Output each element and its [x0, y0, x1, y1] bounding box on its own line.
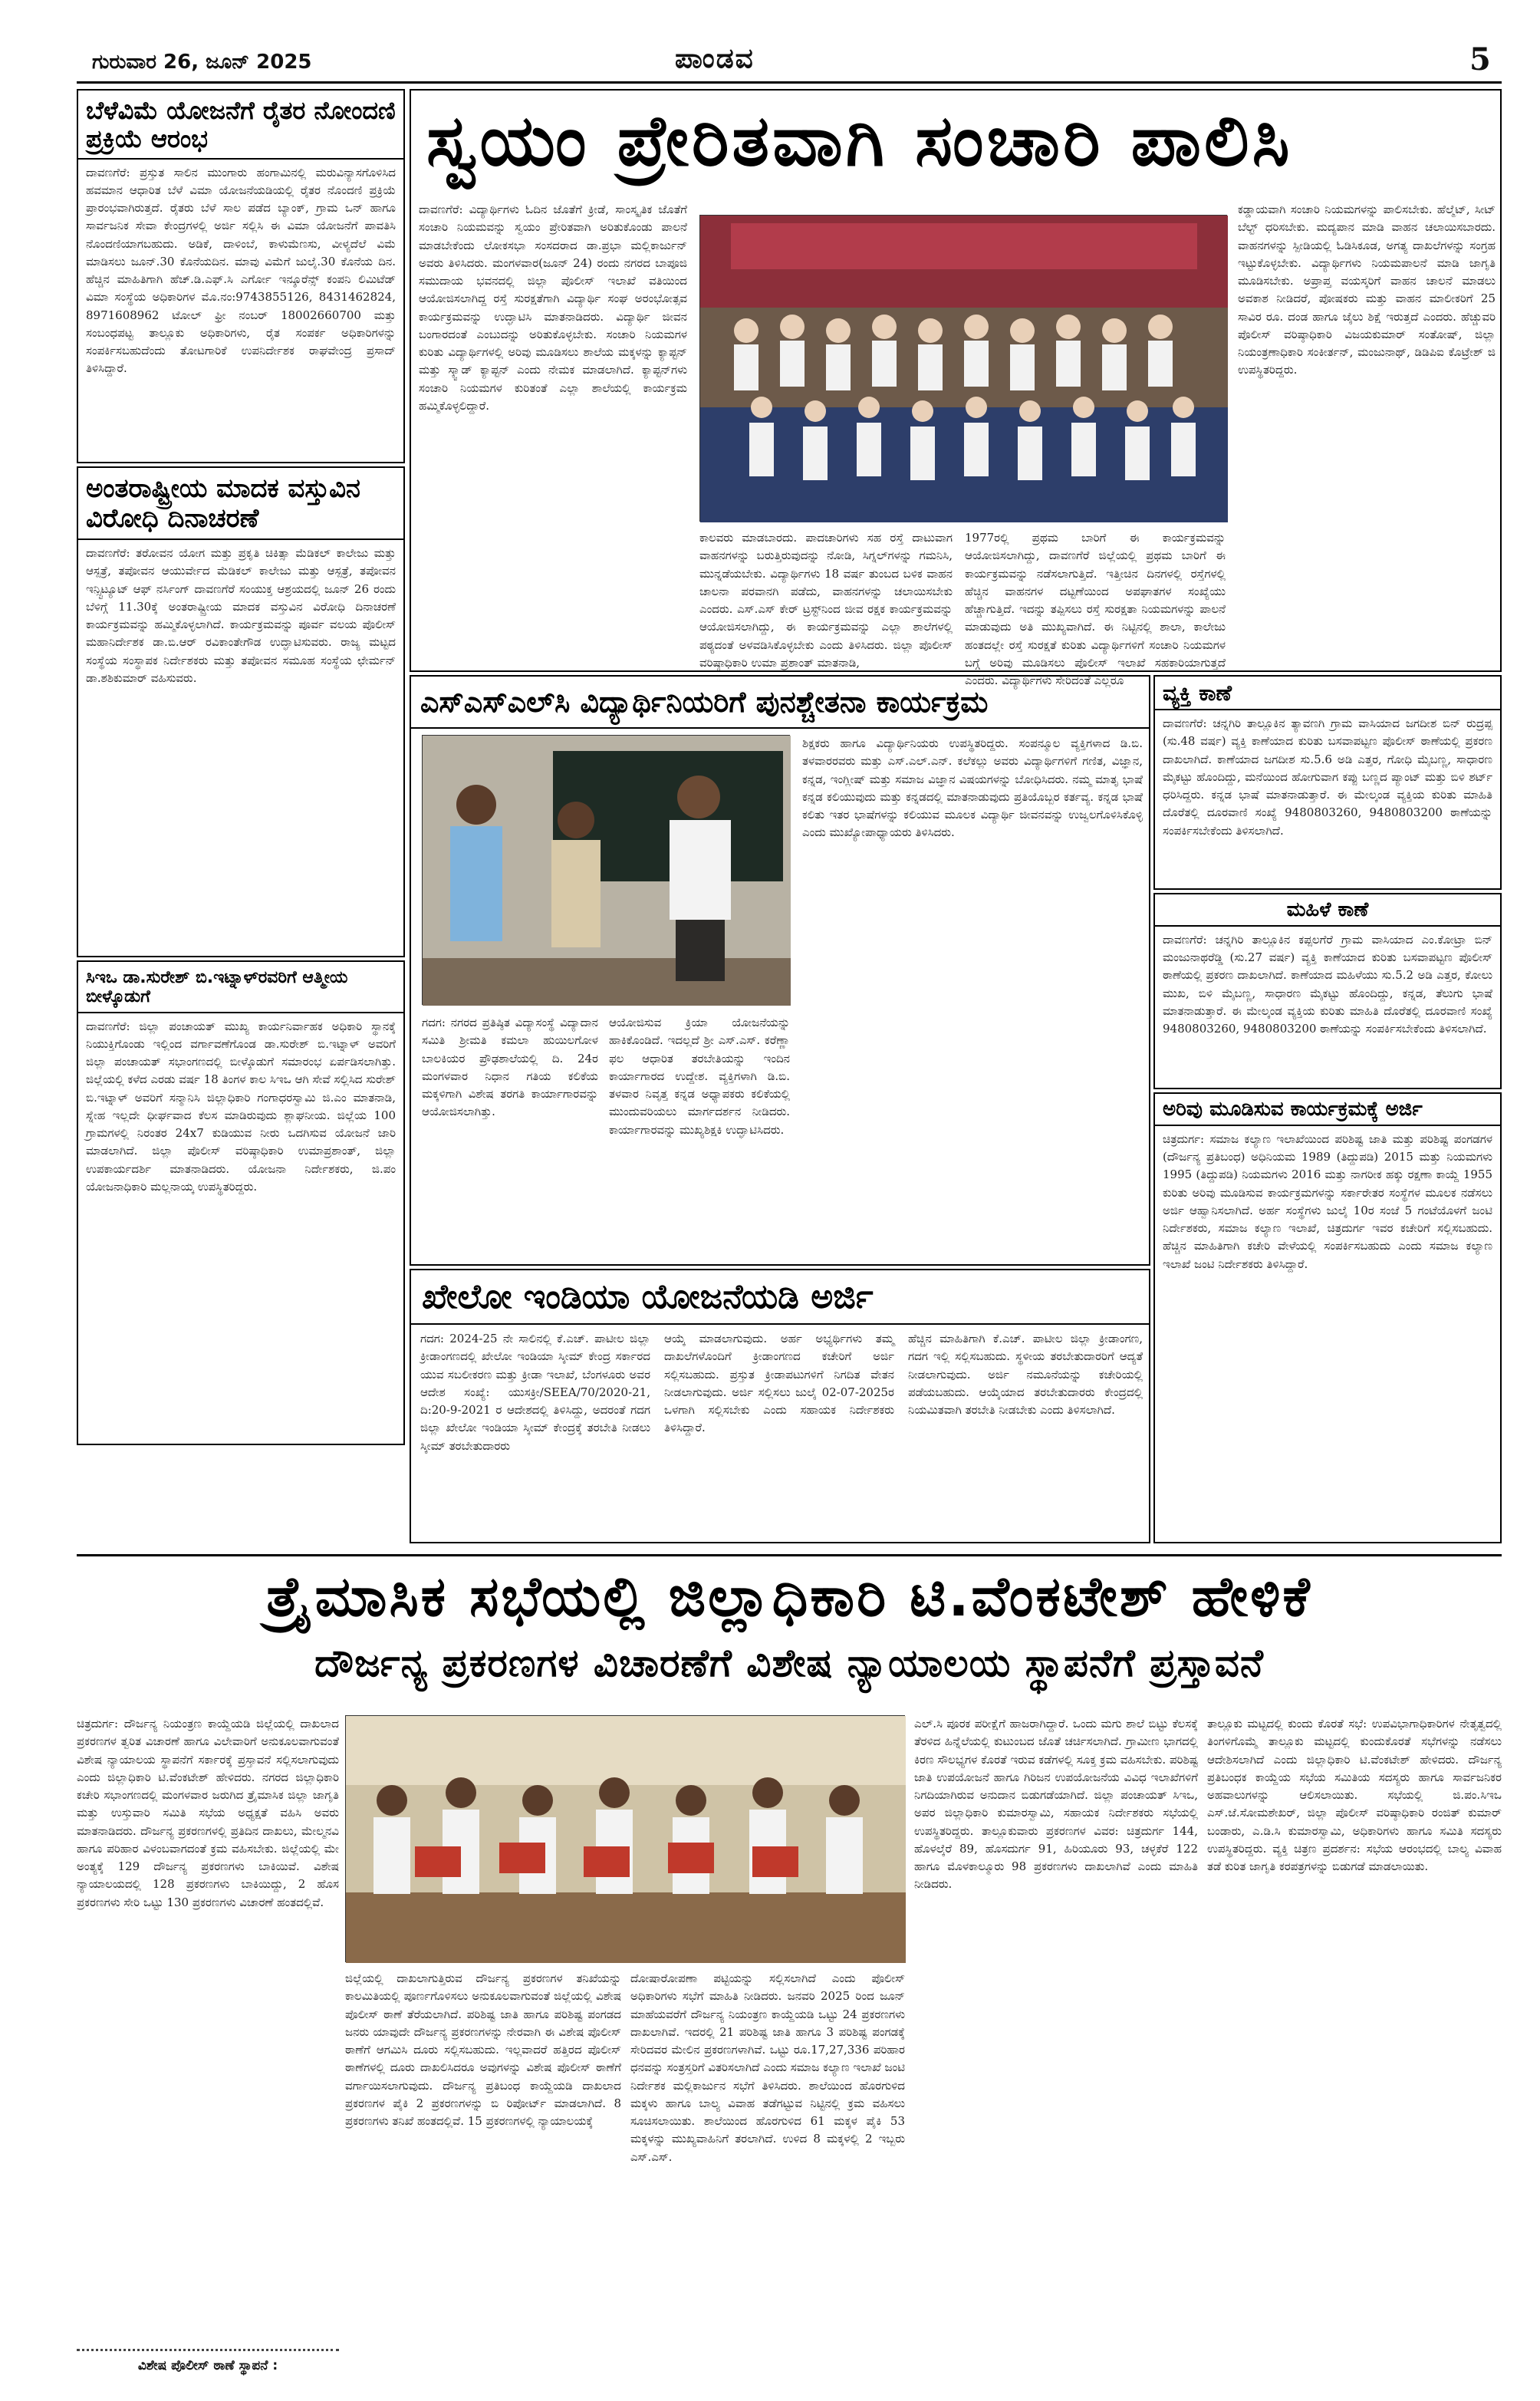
traffic-event-photo [699, 215, 1227, 522]
khelo-col-1: ಗದಗ: 2024-25 ನೇ ಸಾಲಿನಲ್ಲಿ ಕೆ.ಎಚ್. ಪಾಟೀಲ ಜಿಲ್ಲಾ ಕ್ರೀಡಾಂಗಣದಲ್ಲಿ ಖೇಲೋ ಇಂಡಿಯಾ ಸ್ಕೀಮ್ ಕೇಂದ್ರ ಸರ್ಕಾರದ ಯುವ ಸಬಲೀಕರಣ ಮತ್ತು ಕ್ರೀಡಾ ಇಲಾಖೆ, ಬೆಂಗಳೂರು ಅವರ ಆದೇಶ ಸಂಖ್ಯೆ: ಯುಸಕ್ರೀ/SEEA/70/2020-21, ದಿ:20-9-2021 ರ ಆದೇಶದಲ್ಲಿ ತಿಳಿಸಿದ್ದು, ಅದರಂತೆ ಗದಗ ಜಿಲ್ಲಾ ಖೇಲೋ ಇಂಡಿಯಾ ಸ್ಕೀಮ್ ಕೇಂದ್ರಕ್ಕೆ ತರಬೇತಿ ನೀಡಲು ಸ್ಕೀಮ್ ತರಬೇತುದಾರರು [420, 1332, 650, 1453]
meeting-col-5: ತಾಲ್ಲೂಕು ಮಟ್ಟದಲ್ಲಿ ಕುಂದು ಕೊರತೆ ಸಭೆ: ಉಪವಿಭಾಗಾಧಿಕಾರಿಗಳ ನೇತೃತ್ವದಲ್ಲಿ ತಿಂಗಳಿಗೊಮ್ಮೆ ತಾಲ್ಲೂಕು ಮಟ್ಟದಲ್ಲಿ ಕುಂದುಕೊರತೆ ಸಭೆಗಳನ್ನು ನಡೆಸಲು ಆದೇಶಿಸಲಾಗಿದೆ ಎಂದು ಜಿಲ್ಲಾಧಿಕಾರಿ ಟಿ.ವೆಂಕಟೇಶ್ ಹೇಳಿದರು. ದೌರ್ಜನ್ಯ ಪ್ರತಿಬಂಧಕ ಕಾಯ್ದೆಯ ಸಭೆಯ ಸಮಿತಿಯ ಸದಸ್ಯರು ಹಾಗೂ ಸಾರ್ವಜನಿಕರ ಅಹವಾಲುಗಳನ್ನು ಆಲಿಸಲಾಯಿತು. ಸಭೆಯಲ್ಲಿ ಜಿ.ಪಂ.ಸಿಇಒ ಎಸ್.ಜೆ.ಸೋಮಶೇಖರ್, ಜಿಲ್ಲಾ ಪೊಲೀಸ್ ವರಿಷ್ಠಾಧಿಕಾರಿ ರಂಜಿತ್ ಕುಮಾರ್ ಬಂಡಾರು, ಎ.ಡಿ.ಸಿ ಕುಮಾರಸ್ವಾಮಿ, ಅಧಿಕಾರಿಗಳು ಹಾಗೂ ಸಮಿತಿ ಸದಸ್ಯರು ಉಪಸ್ಥಿತರಿದ್ದರು. ವ್ಯಕ್ತಿ ಚಿತ್ರಣ ಪ್ರದರ್ಶನ: ಸಭೆಯ ಆರಂಭದಲ್ಲಿ ಬಾಲ್ಯ ವಿವಾಹ ತಡೆ ಕುರಿತ ಜಾಗೃತಿ ಕರಪತ್ರಗಳನ್ನು ಬಿಡುಗಡೆ ಮಾಡಲಾಯಿತು. [1207, 1717, 1502, 1873]
missing-woman-notice [1153, 893, 1502, 1089]
body-ceo-farewell: ದಾವಣಗೆರೆ: ಜಿಲ್ಲಾ ಪಂಚಾಯತ್ ಮುಖ್ಯ ಕಾರ್ಯನಿರ್ವಾಹಕ ಅಧಿಕಾರಿ ಸ್ಥಾನಕ್ಕೆ ನಿಯುಕ್ತಿಗೊಂಡು ಇಲ್ಲಿಂದ ವರ್ಗಾವಣೆಗೊಂಡ ಡಾ.ಸುರೇಶ್ ಬಿ.ಇಟ್ನಾಳ್ ಅವರಿಗೆ ಜಿಲ್ಲಾ ಪಂಚಾಯತ್ ಸಭಾಂಗಣದಲ್ಲಿ ಬೀಳ್ಕೊಡುಗೆ ಸಮಾರಂಭ ಏರ್ಪಡಿಸಲಾಗಿತ್ತು. ಜಿಲ್ಲೆಯಲ್ಲಿ ಕಳೆದ ಎರಡು ವರ್ಷ 18 ತಿಂಗಳ ಕಾಲ ಸಿಇಒ ಆಗಿ ಸೇವೆ ಸಲ್ಲಿಸಿದ ಸುರೇಶ್ ಬಿ.ಇಟ್ನಾಳ್ ಅವರಿಗೆ ಸನ್ಮಾನಿಸಿ ಜಿಲ್ಲಾಧಿಕಾರಿ ಗಂಗಾಧರಸ್ವಾಮಿ ಜಿ.ಎಂ ಮಾತನಾಡಿ, ಸ್ನೇಹ ಇಲ್ಲದೇ ಧೀರ್ಘವಾದ ಕೆಲಸ ಮಾಡಿರುವುದು ಶ್ಲಾಘನೀಯ. ಜಿಲ್ಲೆಯ 100 ಗ್ರಾಮಗಳಲ್ಲಿ ನಿರಂತರ 24x7 ಕುಡಿಯುವ ನೀರು ಒದಗಿಸುವ ಯೋಜನೆ ಜಾರಿ ಮಾಡಲಾಗಿದೆ. ಜಿಲ್ಲಾ ಪೊಲೀಸ್ ವರಿಷ್ಠಾಧಿಕಾರಿ ಉಮಾಪ್ರಶಾಂತ್, ಜಿಲ್ಲಾ ಉಪಕಾರ್ಯದರ್ಶಿ ಮಾತನಾಡಿದರು. ಯೋಜನಾ ನಿರ್ದೇಶಕರು, ಜಿ.ಪಂ ಯೋಜನಾಧಿಕಾರಿ ಮಲ್ಲನಾಯ್ಕ ಉಪಸ್ಥಿತರಿದ್ದರು. [86, 1019, 396, 1194]
bottom-story-rule [77, 1554, 1502, 1556]
masthead [0, 0, 1540, 84]
issue-date: ಗುರುವಾರ 26, ಜೂನ್ 2025 [92, 51, 312, 74]
headline-khelo-india: ಖೇಲೋ ಇಂಡಿಯಾ ಯೋಜನೆಯಡಿ ಅರ್ಜಿ [411, 1270, 1149, 1325]
khelo-col-3: ಹೆಚ್ಚಿನ ಮಾಹಿತಿಗಾಗಿ ಕೆ.ಎಚ್. ಪಾಟೀಲ ಜಿಲ್ಲಾ ಕ್ರೀಡಾಂಗಣ, ಗದಗ ಇಲ್ಲಿ ಸಲ್ಲಿಸಬಹುದು. ಸ್ಥಳೀಯ ತರಬೇತುದಾರರಿಗೆ ಆದ್ಯತೆ ನೀಡಲಾಗುವುದು. ಅರ್ಜಿ ನಮೂನೆಯನ್ನು ಕಚೇರಿಯಲ್ಲಿ ಪಡೆಯಬಹುದು. ಆಯ್ಕೆಯಾದ ತರಬೇತುದಾರರು ಕೇಂದ್ರದಲ್ಲಿ ನಿಯಮಿತವಾಗಿ ತರಬೇತಿ ನೀಡಬೇಕು ಎಂದು ತಿಳಿಸಲಾಗಿದೆ. [908, 1332, 1143, 1417]
left-story-crop-insurance [77, 89, 405, 463]
traffic-col-3: 1977ರಲ್ಲಿ ಪ್ರಥಮ ಬಾರಿಗೆ ಈ ಕಾರ್ಯಕ್ರಮವನ್ನು ಆಯೋಜಿಸಲಾಗಿದ್ದು, ದಾವಣಗೆರೆ ಜಿಲ್ಲೆಯಲ್ಲಿ ಪ್ರಥಮ ಬಾರಿಗೆ ಈ ಕಾರ್ಯಕ್ರಮವನ್ನು ನಡೆಸಲಾಗುತ್ತಿದೆ. ಇತ್ತೀಚಿನ ದಿನಗಳಲ್ಲಿ ರಸ್ತೆಗಳಲ್ಲಿ ಹೆಚ್ಚಿನ ವಾಹನಗಳ ದಟ್ಟಣೆಯಿಂದ ಅಪಘಾತಗಳ ಸಂಖ್ಯೆಯು ಹೆಚ್ಚಾಗುತ್ತಿದೆ. ಇದನ್ನು ತಪ್ಪಿಸಲು ರಸ್ತೆ ಸುರಕ್ಷತಾ ನಿಯಮಗಳನ್ನು ಪಾಲನೆ ಮಾಡುವುದು ಅತಿ ಮುಖ್ಯವಾಗಿದೆ. ಈ ನಿಟ್ಟಿನಲ್ಲಿ ಶಾಲಾ, ಕಾಲೇಜು ಹಂತದಲ್ಲೇ ರಸ್ತೆ ಸುರಕ್ಷತೆ ಕುರಿತು ವಿದ್ಯಾರ್ಥಿಗಳಿಗೆ ಸಂಚಾರಿ ನಿಯಮಗಳ ಬಗ್ಗೆ ಅರಿವು ಮೂಡಿಸಲು ಪೊಲೀಸ್ ಇಲಾಖೆ ಸಹಕಾರಿಯಾಗುತ್ತದೆ ಎಂದರು. ವಿದ್ಯಾರ್ಥಿಗಳು ಸೇರಿದಂತೆ ಎಲ್ಲರೂ [965, 531, 1226, 687]
headline-sslc: ಎಸ್‌ಎಸ್‌ಎಲ್‌ಸಿ ವಿದ್ಯಾರ್ಥಿನಿಯರಿಗೆ ಪುನಶ್ಚೇತನಾ ಕಾರ್ಯಕ್ರಮ [411, 677, 1149, 729]
meeting-col-4: ಎಲ್.ಸಿ ಪೂರಕ ಪರೀಕ್ಷೆಗೆ ಹಾಜರಾಗಿದ್ದಾರೆ. ಒಂದು ಮಗು ಶಾಲೆ ಬಿಟ್ಟು ಕೆಲಸಕ್ಕೆ ತೆರಳಿದ ಹಿನ್ನೆಲೆಯಲ್ಲಿ ಕುಟುಂಬದ ಜೊತೆ ಚರ್ಚಿಸಲಾಗಿದೆ. ಗ್ರಾಮೀಣ ಭಾಗದಲ್ಲಿ ಕಿರಣ ಸೌಲಭ್ಯಗಳ ಕೊರತೆ ಇರುವ ಕಡೆಗಳಲ್ಲಿ ಸೂಕ್ತ ಕ್ರಮ ವಹಿಸಬೇಕು. ಪರಿಶಿಷ್ಟ ಜಾತಿ ಉಪಯೋಜನೆ ಹಾಗೂ ಗಿರಿಜನ ಉಪಯೋಜನೆಯ ವಿವಿಧ ಇಲಾಖೆಗಳಿಗೆ ನಿಗದಿಯಾಗಿರುವ ಅನುದಾನ ಬಿಡುಗಡೆಯಾಗಿದೆ. ಜಿಲ್ಲಾ ಪಂಚಾಯತ್ ಸಿಇಒ, ಅಪರ ಜಿಲ್ಲಾಧಿಕಾರಿ ಕುಮಾರಸ್ವಾಮಿ, ಸಹಾಯಕ ನಿರ್ದೇಶಕರು ಸಭೆಯಲ್ಲಿ ಉಪಸ್ಥಿತರಿದ್ದರು. ತಾಲ್ಲೂಕುವಾರು ಪ್ರಕರಣಗಳ ವಿವರ: ಚಿತ್ರದುರ್ಗ 144, ಹೊಳಲ್ಕೆರೆ 89, ಹೊಸದುರ್ಗ 91, ಹಿರಿಯೂರು 93, ಚಳ್ಳಕೆರೆ 122 ಹಾಗೂ ಮೊಳಕಾಲ್ಮೂರು 98 ಪ್ರಕರಣಗಳು ದಾಖಲಾಗಿವೆ ಎಂದು ಮಾಹಿತಿ ನೀಡಿದರು. [914, 1717, 1198, 1892]
traffic-col-2: ಕಾಲವರು ಮಾಡಬಾರದು. ಪಾದಚಾರಿಗಳು ಸಹ ರಸ್ತೆ ದಾಟುವಾಗ ವಾಹನಗಳನ್ನು ಬರುತ್ತಿರುವುದನ್ನು ನೋಡಿ, ಸಿಗ್ನಲ್‌ಗಳನ್ನು ಗಮನಿಸಿ, ಮುನ್ನಡೆಯಬೇಕು. ವಿದ್ಯಾರ್ಥಿಗಳು 18 ವರ್ಷ ತುಂಬದ ಬಳಿಕ ವಾಹನ ಚಾಲನಾ ಪರವಾನಗಿ ಪಡೆದು, ವಾಹನಗಳನ್ನು ಚಲಾಯಿಸಬೇಕು ಎಂದರು. ಎಸ್.ಎಸ್ ಕೇರ್ ಟ್ರಸ್ಟ್‌ನಿಂದ ಜೀವ ರಕ್ಷಕ ಕಾರ್ಯಕ್ರಮವನ್ನು ಆಯೋಜಿಸಲಾಗಿದ್ದು, ಈ ಕಾರ್ಯಕ್ರಮವನ್ನು ಎಲ್ಲಾ ಶಾಲೆಗಳಲ್ಲಿ ಪಠ್ಯದಂತೆ ಅಳವಡಿಸಿಕೊಳ್ಳಬೇಕು ಎಂದು ತಿಳಿಸಿದರು. ಜಿಲ್ಲಾ ಪೊಲೀಸ್ ವರಿಷ್ಠಾಧಿಕಾರಿ ಉಮಾ ಪ್ರಶಾಂತ್ ಮಾತನಾಡಿ, [699, 531, 953, 670]
officials-meeting-photo [346, 1716, 906, 1963]
classroom-photo [423, 736, 791, 1006]
headline-ceo-farewell: ಸಿಇಒ ಡಾ.ಸುರೇಶ್ ಬಿ.ಇಟ್ನಾಳ್‌ರವರಿಗೆ ಆತ್ಮೀಯ ಬೀಳ್ಕೊಡುಗೆ [78, 962, 403, 1013]
headline-anti-drug-day: ಅಂತರಾಷ್ಟ್ರೀಯ ಮಾದಕ ವಸ್ತುವಿನ ವಿರೋಧಿ ದಿನಾಚರಣೆ [78, 468, 403, 540]
students-group-photo [700, 216, 1228, 522]
body-missing-woman: ದಾವಣಗೆರೆ: ಚನ್ನಗಿರಿ ತಾಲ್ಲೂಕಿನ ಕಪ್ಪಲಗೆರೆ ಗ್ರಾಮ ವಾಸಿಯಾದ ಎಂ.ಕೋಟ್ರಾ ಬಿನ್ ಮಂಜುನಾಥರೆಡ್ಡಿ (ಸು.27 ವರ್ಷ) ವ್ಯಕ್ತಿ ಕಾಣೆಯಾದ ಕುರಿತು ಬಸವಾಪಟ್ಟಣ ಪೊಲೀಸ್ ಠಾಣೆಯಲ್ಲಿ ಪ್ರಕರಣ ದಾಖಲಾಗಿದೆ. ಕಾಣೆಯಾದ ಮಹಿಳೆಯು ಸು.5.2 ಅಡಿ ಎತ್ತರ, ಕೋಲು ಮುಖ, ಬಿಳಿ ಮೈಬಣ್ಣ, ಸಾಧಾರಣ ಮೈಕಟ್ಟು ಹೊಂದಿದ್ದು, ಕನ್ನಡ, ತೆಲುಗು ಭಾಷೆ ಮಾತನಾಡುತ್ತಾರೆ. ಈ ಮೇಲ್ಕಂಡ ವ್ಯಕ್ತಿಯ ಕುರಿತು ಮಾಹಿತಿ ದೊರೆತಲ್ಲಿ ದೂರವಾಣಿ ಸಂಖ್ಯೆ 9480803260, 9480803200 ಠಾಣೆಯನ್ನು ಸಂಪರ್ಕಿಸಬೇಕೆಂದು ತಿಳಿಸಲಾಗಿದೆ. [1163, 932, 1492, 1036]
left-story-ceo-farewell [77, 960, 405, 1445]
body-missing-man: ದಾವಣಗೆರೆ: ಚನ್ನಗಿರಿ ತಾಲ್ಲೂಕಿನ ತ್ಯಾವಣಗಿ ಗ್ರಾಮ ವಾಸಿಯಾದ ಜಗದೀಶ ಬಿನ್ ರುದ್ರಪ್ಪ (ಸು.48 ವರ್ಷ) ವ್ಯಕ್ತಿ ಕಾಣೆಯಾದ ಕುರಿತು ಬಸವಾಪಟ್ಟಣ ಪೊಲೀಸ್ ಠಾಣೆಯಲ್ಲಿ ಪ್ರಕರಣ ದಾಖಲಾಗಿದೆ. ಕಾಣೆಯಾದ ಜಗದೀಶ ಸು.5.6 ಅಡಿ ಎತ್ತರ, ಗೋಧಿ ಮೈಬಣ್ಣ, ಸಾಧಾರಣ ಮೈಕಟ್ಟು ಹೊಂದಿದ್ದು, ಮನೆಯಿಂದ ಹೋಗುವಾಗ ಕಪ್ಪು ಬಣ್ಣದ ಪ್ಯಾಂಟ್ ಮತ್ತು ಬಿಳಿ ಶರ್ಟ್ ಧರಿಸಿದ್ದರು. ಕನ್ನಡ ಭಾಷೆ ಮಾತನಾಡುತ್ತಾರೆ. ಈ ಮೇಲ್ಕಂಡ ವ್ಯಕ್ತಿಯ ಕುರಿತು ಮಾಹಿತಿ ದೊರೆತಲ್ಲಿ ದೂರವಾಣಿ ಸಂಖ್ಯೆ 9480803260, 9480803200 ಠಾಣೆಯನ್ನು ಸಂಪರ್ಕಿಸಬೇಕೆಂದು ತಿಳಿಸಲಾಗಿದೆ. [1163, 716, 1492, 838]
headline-quarterly-meeting: ತ್ರೈಮಾಸಿಕ ಸಭೆಯಲ್ಲಿ ಜಿಲ್ಲಾಧಿಕಾರಿ ಟಿ.ವೆಂಕಟೇಶ್ ಹೇಳಿಕೆ [266, 1564, 1312, 1629]
sslc-caption: ಗದಗ: ನಗರದ ಪ್ರತಿಷ್ಠಿತ ವಿದ್ಯಾಸಂಸ್ಥೆ ವಿದ್ಯಾದಾನ ಸಮಿತಿ ಶ್ರೀಮತಿ ಕಮಲಾ ಹುಯಿಲಗೋಳ ಬಾಲಕಿಯರ ಪ್ರೌಢಶಾಲೆಯಲ್ಲಿ ದಿ. 24ರ ಮಂಗಳವಾರ ನಿಧಾನ ಗತಿಯ ಕಲಿಕೆಯ ಮಕ್ಕಳಿಗಾಗಿ ವಿಶೇಷ ತರಗತಿ ಕಾರ್ಯಾಗಾರವನ್ನು ಆಯೋಜಿಸಲಾಗಿತ್ತು. [422, 1016, 598, 1119]
traffic-col-1: ದಾವಣಗೆರೆ: ವಿದ್ಯಾರ್ಥಿಗಳು ಓದಿನ ಜೊತೆಗೆ ಕ್ರೀಡೆ, ಸಾಂಸ್ಕೃತಿಕ ಜೊತೆಗೆ ಸಂಚಾರಿ ನಿಯಮವನ್ನು ಸ್ವಯಂ ಪ್ರೇರಿತವಾಗಿ ಅರಿತುಕೊಂಡು ಪಾಲನೆ ಮಾಡಬೇಕೆಂದು ಲೋಕಸಭಾ ಸಂಸದರಾದ ಡಾ.ಪ್ರಭಾ ಮಲ್ಲಿಕಾರ್ಜುನ್ ಅವರು ತಿಳಿಸಿದರು. ಮಂಗಳವಾರ(ಜೂನ್ 24) ರಂದು ನಗರದ ಬಾಪೂಜಿ ಸಮುದಾಯ ಭವನದಲ್ಲಿ ಜಿಲ್ಲಾ ಪೊಲೀಸ್ ಇಲಾಖೆ ವತಿಯಿಂದ ಆಯೋಜಿಸಲಾಗಿದ್ದ ರಸ್ತೆ ಸುರಕ್ಷತೆಗಾಗಿ ವಿದ್ಯಾರ್ಥಿ ಸಂಘ ಅರಂಭೋತ್ಸವ ಕಾರ್ಯಕ್ರಮವನ್ನು ಉದ್ಘಾಟಿಸಿ ಮಾತನಾಡಿದರು. ವಿದ್ಯಾರ್ಥಿ ಜೀವನ ಬಂಗಾರದಂತೆ ಎಂಬುದನ್ನು ಅರಿತುಕೊಳ್ಳಬೇಕು. ಸಂಚಾರಿ ನಿಯಮಗಳ ಕುರಿತು ವಿದ್ಯಾರ್ಥಿಗಳಲ್ಲಿ ಅರಿವು ಮೂಡಿಸಲು ಶಾಲೆಯ ಮಕ್ಕಳನ್ನು ಕ್ಯಾಪ್ಟನ್ ಮತ್ತು ಸ್ಕ್ವಾಡ್ ಕ್ಯಾಪ್ಟನ್ ಎಂದು ನೇಮಕ ಮಾಡಲಾಗಿದೆ. ಕ್ಯಾಪ್ಟನ್‌ಗಳು ಸಂಚಾರಿ ನಿಯಮಗಳ ಕುರಿತಂತೆ ಎಲ್ಲಾ ಶಾಲೆಯಲ್ಲಿ ಕಾರ್ಯಕ್ರಮ ಹಮ್ಮಿಕೊಳ್ಳಲಿದ್ದಾರೆ. [419, 203, 687, 413]
missing-man-notice [1153, 675, 1502, 890]
masthead-rule [77, 81, 1502, 84]
meeting-photo [345, 1715, 905, 1962]
left-story-anti-drug-day [77, 466, 405, 957]
sslc-right-column: ಶಿಕ್ಷಕರು ಹಾಗೂ ವಿದ್ಯಾರ್ಥಿನಿಯರು ಉಪಸ್ಥಿತರಿದ್ದರು. ಸಂಪನ್ಮೂಲ ವ್ಯಕ್ತಿಗಳಾದ ಡಿ.ಬಿ. ತಳವಾರರವರು ಮತ್ತು ಎಸ್.ಎಲ್.ಎನ್. ಕಲೆಕಲ್ಲು ಅವರು ವಿದ್ಯಾರ್ಥಿಗಳಿಗೆ ಗಣಿತ, ವಿಜ್ಞಾನ, ಕನ್ನಡ, ಇಂಗ್ಲೀಷ್ ಮತ್ತು ಸಮಾಜ ವಿಜ್ಞಾನ ವಿಷಯಗಳನ್ನು ಬೋಧಿಸಿದರು. ನಮ್ಮ ಮಾತೃ ಭಾಷೆ ಕನ್ನಡ ಕಲಿಯುವುದು ಮತ್ತು ಕನ್ನಡದಲ್ಲಿ ಮಾತನಾಡುವುದು ಪ್ರತಿಯೊಬ್ಬರ ಕರ್ತವ್ಯ. ಕನ್ನಡ ಭಾಷೆ ಕಲಿತು ಇತರ ಭಾಷೆಗಳನ್ನು ಕಲಿಯುವ ಮೂಲಕ ವಿದ್ಯಾರ್ಥಿ ಜೀವನವನ್ನು ಉಜ್ವಲಗೊಳಿಸಿಕೊಳ್ಳಿ ಎಂದು ಮುಖ್ಯೋಪಾಧ್ಯಾಯರು ತಿಳಿಸಿದರು. [802, 736, 1143, 840]
footer-dotted-rule [77, 2349, 339, 2351]
body-crop-insurance: ದಾವಣಗೆರೆ: ಪ್ರಸ್ತುತ ಸಾಲಿನ ಮುಂಗಾರು ಹಂಗಾಮಿನಲ್ಲಿ ಮರುವಿನ್ಯಾಸಗೊಳಿಸಿದ ಹವಮಾನ ಆಧಾರಿತ ಬೆಳೆ ವಿಮಾ ಯೋಜನೆಯಡಿಯಲ್ಲಿ ರೈತರ ನೊಂದಣಿ ಪ್ರಕ್ರಿಯೆ ಪ್ರಾರಂಭವಾಗಿರುತ್ತದೆ. ರೈತರು ಬೆಳೆ ಸಾಲ ಪಡೆದ ಬ್ಯಾಂಕ್, ಗ್ರಾಮ ಒನ್ ಹಾಗೂ ಸಾರ್ವಜನಿಕ ಸೇವಾ ಕೇಂದ್ರಗಳಲ್ಲಿ ಅರ್ಜಿ ಸಲ್ಲಿಸಿ ಈ ವಿಮಾ ಯೋಜನೆಗೆ ಪಾವತಿಸಿ ನೊಂದಣಿಯಾಗಬಹುದು. ಅಡಿಕೆ, ದಾಳಿಂಬೆ, ಕಾಳುಮೆಣಸು, ವೀಳ್ಯದೆಲೆ ವಿಮೆ ಮಾಡಿಸಲು ಜೂನ್.30 ಕೊನೆಯದಿನ. ಮಾವು ವಿಮೆಗೆ ಜುಲೈ.30 ಕೊನೆಯ ದಿನ. ಹೆಚ್ಚಿನ ಮಾಹಿತಿಗಾಗಿ ಹೆಚ್.ಡಿ.ಎಫ್.ಸಿ ಎರ್ಗೋ ಇನ್ಶೂರೆನ್ಸ್ ಕಂಪನಿ ಲಿಮಿಟೆಡ್ ವಿಮಾ ಸಂಸ್ಥೆಯ ಅಧಿಕಾರಿಗಳ ಮೊ.ನಂ:9743855126, 8431462824, 8971608962 ಟೋಲ್ ಫ್ರೀ ನಂಬರ್ 18002660700 ಮತ್ತು ಸಂಬಂಧಪಟ್ಟ ತಾಲ್ಲೂಕು ಅಧಿಕಾರಿಗಳು, ರೈತ ಸಂಪರ್ಕ ಅಧಿಕಾರಿಗಳನ್ನು ಸಂಪರ್ಕಿಸಬಹುದೆಂದು ತೋಟಗಾರಿಕೆ ಉಪನಿರ್ದೇಶಕ ರಾಘವೇಂದ್ರ ಪ್ರಸಾದ್ ತಿಳಿಸಿದ್ದಾರೆ. [86, 165, 396, 376]
traffic-col-4: ಕಡ್ಡಾಯವಾಗಿ ಸಂಚಾರಿ ನಿಯಮಗಳನ್ನು ಪಾಲಿಸಬೇಕು. ಹೆಲ್ಮೆಟ್, ಸೀಟ್ ಬೆಲ್ಟ್ ಧರಿಸಬೇಕು. ಮದ್ಯಪಾನ ಮಾಡಿ ವಾಹನ ಚಲಾಯಿಸಬಾರದು. ವಾಹನಗಳನ್ನು ಸ್ಪೀಡಿಯಲ್ಲಿ ಓಡಿಸಿಕೂಡ, ಅಗತ್ಯ ದಾಖಲೆಗಳನ್ನು ಸಂಗ್ರಹ ಇಟ್ಟುಕೊಳ್ಳಬೇಕು. ವಿದ್ಯಾರ್ಥಿಗಳು ನಿಯಮಪಾಲನೆ ಮಾಡಿ ಜಾಗೃತಿ ಮೂಡಿಸಬೇಕು. ಅಪ್ರಾಪ್ತ ವಯಸ್ಕರಿಗೆ ವಾಹನ ಚಾಲನೆ ಮಾಡಲು ಅವಕಾಶ ನೀಡಿದರೆ, ಪೋಷಕರು ಮತ್ತು ವಾಹನ ಮಾಲೀಕರಿಗೆ 25 ಸಾವಿರ ರೂ. ದಂಡ ಹಾಗೂ ಜೈಲು ಶಿಕ್ಷೆ ಇರುತ್ತದೆ ಎಂದರು. ಹೆಚ್ಚುವರಿ ಪೊಲೀಸ್ ವರಿಷ್ಠಾಧಿಕಾರಿ ವಿಜಯಕುಮಾರ್ ಸಂತೋಷ್, ಜಿಲ್ಲಾ ನಿಯಂತ್ರಣಾಧಿಕಾರಿ ಸಂಕೀರ್ತನ್, ಮಂಜುನಾಥ್, ಡಿಡಿಪಿಐ ಕೊಟ್ರೇಶ್ ಜಿ ಉಪಸ್ಥಿತರಿದ್ದರು. [1238, 203, 1496, 377]
body-awareness: ಚಿತ್ರದುರ್ಗ: ಸಮಾಜ ಕಲ್ಯಾಣ ಇಲಾಖೆಯಿಂದ ಪರಿಶಿಷ್ಟ ಜಾತಿ ಮತ್ತು ಪರಿಶಿಷ್ಟ ಪಂಗಡಗಳ (ದೌರ್ಜನ್ಯ ಪ್ರತಿಬಂಧ) ಅಧಿನಿಯಮ 1989 (ತಿದ್ದುಪಡಿ) 2015 ಮತ್ತು ನಿಯಮಗಳು 1995 (ತಿದ್ದುಪಡಿ) ನಿಯಮಗಳು 2016 ಮತ್ತು ನಾಗರೀಕ ಹಕ್ಕು ರಕ್ಷಣಾ ಕಾಯ್ದೆ 1955 ಕುರಿತು ಅರಿವು ಮೂಡಿಸುವ ಕಾರ್ಯಕ್ರಮಗಳನ್ನು ಸರ್ಕಾರೇತರ ಸಂಸ್ಥೆಗಳ ಮೂಲಕ ನಡೆಸಲು ಅರ್ಜಿ ಆಹ್ವಾನಿಸಲಾಗಿದೆ. ಅರ್ಹ ಸಂಸ್ಥೆಗಳು ಜುಲೈ 10ರ ಸಂಜೆ 5 ಗಂಟೆಯೊಳಗೆ ಜಂಟಿ ನಿರ್ದೇಶಕರು, ಸಮಾಜ ಕಲ್ಯಾಣ ಇಲಾಖೆ, ಚಿತ್ರದುರ್ಗ ಇವರ ಕಚೇರಿಗೆ ಸಲ್ಲಿಸಬಹುದು. ಹೆಚ್ಚಿನ ಮಾಹಿತಿಗಾಗಿ ಕಚೇರಿ ವೇಳೆಯಲ್ಲಿ ಸಂಪರ್ಕಿಸಬಹುದು ಎಂದು ಸಮಾಜ ಕಲ್ಯಾಣ ಇಲಾಖೆ ಜಂಟಿ ನಿರ್ದೇಶಕರು ತಿಳಿಸಿದ್ದಾರೆ. [1163, 1131, 1492, 1271]
headline-awareness: ಅರಿವು ಮೂಡಿಸುವ ಕಾರ್ಯಕ್ರಮಕ್ಕೆ ಅರ್ಜಿ [1155, 1094, 1500, 1126]
meeting-col-1: ಚಿತ್ರದುರ್ಗ: ದೌರ್ಜನ್ಯ ನಿಯಂತ್ರಣ ಕಾಯ್ದೆಯಡಿ ಜಿಲ್ಲೆಯಲ್ಲಿ ದಾಖಲಾದ ಪ್ರಕರಣಗಳ ತ್ವರಿತ ವಿಚಾರಣೆ ಹಾಗೂ ವಿಲೇವಾರಿಗೆ ಅನುಕೂಲವಾಗುವಂತೆ ವಿಶೇಷ ನ್ಯಾಯಾಲಯ ಸ್ಥಾಪನೆಗೆ ಸರ್ಕಾರಕ್ಕೆ ಪ್ರಸ್ತಾವನೆ ಸಲ್ಲಿಸಲಾಗುವುದು ಎಂದು ಜಿಲ್ಲಾಧಿಕಾರಿ ಟಿ.ವೆಂಕಟೇಶ್ ಹೇಳಿದರು. ನಗರದ ಜಿಲ್ಲಾಧಿಕಾರಿ ಕಚೇರಿ ಸಭಾಂಗಣದಲ್ಲಿ ಮಂಗಳವಾರ ಜರುಗಿದ ತ್ರೈಮಾಸಿಕ ಜಿಲ್ಲಾ ಜಾಗೃತಿ ಮತ್ತು ಉಸ್ತುವಾರಿ ಸಮಿತಿ ಸಭೆಯ ಅಧ್ಯಕ್ಷತೆ ವಹಿಸಿ ಅವರು ಮಾತನಾಡಿದರು. ದೌರ್ಜನ್ಯ ಪ್ರಕರಣಗಳಲ್ಲಿ ಪ್ರತಿದಿನ ದಾಖಲು, ಮೇಲ್ಮನವಿ ಹಾಗೂ ಪರಿಹಾರ ವಿಳಂಬವಾಗದಂತೆ ಕ್ರಮ ವಹಿಸಬೇಕು. ಜಿಲ್ಲೆಯಲ್ಲಿ ಮೇ ಅಂತ್ಯಕ್ಕೆ 129 ದೌರ್ಜನ್ಯ ಪ್ರಕರಣಗಳು ಬಾಕಿಯಿವೆ. ವಿಶೇಷ ನ್ಯಾಯಾಲಯದಲ್ಲಿ 128 ಪ್ರಕರಣಗಳು ಬಾಕಿಯಿದ್ದು, 2 ಹೊಸ ಪ್ರಕರಣಗಳು ಸೇರಿ ಒಟ್ಟು 130 ಪ್ರಕರಣಗಳು ವಿಚಾರಣೆ ಹಂತದಲ್ಲಿವೆ. [77, 1717, 339, 1909]
headline-crop-insurance: ಬೆಳೆವಿಮೆ ಯೋಜನೆಗೆ ರೈತರ ನೋಂದಣಿ ಪ್ರಕ್ರಿಯೆ ಆರಂಭ [78, 91, 403, 160]
khelo-col-2: ಆಯ್ಕೆ ಮಾಡಲಾಗುವುದು. ಅರ್ಹ ಅಭ್ಯರ್ಥಿಗಳು ತಮ್ಮ ದಾಖಲೆಗಳೊಂದಿಗೆ ಕ್ರೀಡಾಂಗಣದ ಕಚೇರಿಗೆ ಅರ್ಜಿ ಸಲ್ಲಿಸಬಹುದು. ಪ್ರಸ್ತುತ ಕ್ರೀಡಾಪಟುಗಳಿಗೆ ನಿಗದಿತ ವೇತನ ನೀಡಲಾಗುವುದು. ಅರ್ಜಿ ಸಲ್ಲಿಸಲು ಜುಲೈ 02-07-2025ರ ಒಳಗಾಗಿ ಸಲ್ಲಿಸಬೇಕು ಎಂದು ಸಹಾಯಕ ನಿರ್ದೇಶಕರು ತಿಳಿಸಿದ್ದಾರೆ. [664, 1332, 894, 1435]
headline-traffic: ಸ್ವಯಂ ಪ್ರೇರಿತವಾಗಿ ಸಂಚಾರಿ ಪಾಲಿಸಿ [426, 100, 1293, 182]
headline-missing-man: ವ್ಯಕ್ತಿ ಕಾಣೆ [1155, 677, 1500, 710]
body-anti-drug-day: ದಾವಣಗೆರೆ: ತರೋವನ ಯೋಗ ಮತ್ತು ಪ್ರಕೃತಿ ಚಿಕಿತ್ಸಾ ಮೆಡಿಕಲ್ ಕಾಲೇಜು ಮತ್ತು ಆಸ್ಪತ್ರೆ, ತಪೋವನ ಆಯುರ್ವೇದ ಮೆಡಿಕಲ್ ಕಾಲೇಜು ಮತ್ತು ಆಸ್ಪತ್ರೆ, ತಪೋವನ ಇನ್ಸ್ಟಿಟ್ಯೂಟ್ ಆಫ್ ನರ್ಸಿಂಗ್ ದಾವಣಗೆರೆ ಸಂಯುಕ್ತ ಆಶ್ರಯದಲ್ಲಿ ಜೂನ್ 26 ರಂದು ಬೆಳಿಗ್ಗೆ 11.30ಕ್ಕೆ ಅಂತರಾಷ್ಟ್ರೀಯ ಮಾದಕ ವಸ್ತುವಿನ ವಿರೋಧಿ ದಿನಾಚರಣೆ ಕಾರ್ಯಕ್ರಮವನ್ನು ಹಮ್ಮಿಕೊಳ್ಳಲಾಗಿದೆ. ಕಾರ್ಯಕ್ರಮವನ್ನು ಪೂರ್ವ ವಲಯ ಪೊಲೀಸ್ ಮಹಾನಿರ್ದೇಶಕ ಡಾ.ಬಿ.ಆರ್ ರವಿಕಾಂತೇಗೌಡ ಉದ್ಘಾಟಿಸುವರು. ರಾಜ್ಯ ಮಟ್ಟದ ಸಂಸ್ಥೆಯ ಸಂಸ್ಥಾಪಕ ನಿರ್ದೇಶಕರು ಮತ್ತು ತಪೋವನ ಸಮೂಹ ಸಂಸ್ಥೆಯ ಛೇರ್ಮನ್ ಡಾ.ಶಶಿಕುಮಾರ್ ವಹಿಸುವರು. [86, 546, 396, 685]
sslc-classroom-photo [422, 735, 790, 1005]
lead-story-traffic [410, 89, 1502, 687]
meeting-col-2: ಜಿಲ್ಲೆಯಲ್ಲಿ ದಾಖಲಾಗುತ್ತಿರುವ ದೌರ್ಜನ್ಯ ಪ್ರಕರಣಗಳ ತನಿಖೆಯನ್ನು ಕಾಲಮಿತಿಯಲ್ಲಿ ಪೂರ್ಣಗೊಳಿಸಲು ಅನುಕೂಲವಾಗುವಂತೆ ಜಿಲ್ಲೆಯಲ್ಲಿ ವಿಶೇಷ ಪೊಲೀಸ್ ಠಾಣೆ ತೆರೆಯಲಾಗಿದೆ. ಪರಿಶಿಷ್ಟ ಜಾತಿ ಹಾಗೂ ಪರಿಶಿಷ್ಟ ಪಂಗಡದ ಜನರು ಯಾವುದೇ ದೌರ್ಜನ್ಯ ಪ್ರಕರಣಗಳನ್ನು ನೇರವಾಗಿ ಈ ವಿಶೇಷ ಪೊಲೀಸ್ ಠಾಣೆಗೆ ಆಗಮಿಸಿ ದೂರು ಸಲ್ಲಿಸಬಹುದು. ಇಲ್ಲವಾದರೆ ಹತ್ತಿರದ ಪೊಲೀಸ್ ಠಾಣೆಗಳಲ್ಲಿ ದೂರು ದಾಖಲಿಸಿದರೂ ಅವುಗಳನ್ನು ವಿಶೇಷ ಪೊಲೀಸ್ ಠಾಣೆಗೆ ವರ್ಗಾಯಿಸಲಾಗುವುದು. ದೌರ್ಜನ್ಯ ಪ್ರತಿಬಂಧ ಕಾಯ್ದೆಯಡಿ ದಾಖಲಾದ ಪ್ರಕರಣಗಳ ಪೈಕಿ 2 ಪ್ರಕರಣಗಳನ್ನು ಬಿ ರಿಪೋರ್ಟ್ ಮಾಡಲಾಗಿದೆ. 8 ಪ್ರಕರಣಗಳು ತನಿಖೆ ಹಂತದಲ್ಲಿವೆ. 15 ಪ್ರಕರಣಗಳಲ್ಲಿ ನ್ಯಾಯಾಲಯಕ್ಕೆ [345, 1971, 621, 2128]
page-number: 5 [1469, 41, 1491, 77]
sslc-story [410, 675, 1150, 1266]
subheadline-special-court: ದೌರ್ಜನ್ಯ ಪ್ರಕರಣಗಳ ವಿಚಾರಣೆಗೆ ವಿಶೇಷ ನ್ಯಾಯಾಲಯ ಸ್ಥಾಪನೆಗೆ ಪ್ರಸ್ತಾವನೆ [314, 1641, 1264, 1685]
meeting-col-3: ದೋಷಾರೋಪಣಾ ಪಟ್ಟಿಯನ್ನು ಸಲ್ಲಿಸಲಾಗಿದೆ ಎಂದು ಪೊಲೀಸ್ ಅಧಿಕಾರಿಗಳು ಸಭೆಗೆ ಮಾಹಿತಿ ನೀಡಿದರು. ಜನವರಿ 2025 ರಿಂದ ಜೂನ್ ಮಾಹೆಯವರೆಗೆ ದೌರ್ಜನ್ಯ ನಿಯಂತ್ರಣ ಕಾಯ್ದೆಯಡಿ ಒಟ್ಟು 24 ಪ್ರಕರಣಗಳು ದಾಖಲಾಗಿವೆ. ಇದರಲ್ಲಿ 21 ಪರಿಶಿಷ್ಟ ಜಾತಿ ಹಾಗೂ 3 ಪರಿಶಿಷ್ಟ ಪಂಗಡಕ್ಕೆ ಸೇರಿದವರ ಮೇಲಿನ ಪ್ರಕರಣಗಳಾಗಿವೆ. ಒಟ್ಟು ರೂ.17,27,336 ಪರಿಹಾರ ಧನವನ್ನು ಸಂತ್ರಸ್ತರಿಗೆ ವಿತರಿಸಲಾಗಿದೆ ಎಂದು ಸಮಾಜ ಕಲ್ಯಾಣ ಇಲಾಖೆ ಜಂಟಿ ನಿರ್ದೇಶಕ ಮಲ್ಲಿಕಾರ್ಜುನ ಸಭೆಗೆ ತಿಳಿಸಿದರು. ಶಾಲೆಯಿಂದ ಹೊರಗುಳಿದ ಮಕ್ಕಳು ಹಾಗೂ ಬಾಲ್ಯ ವಿವಾಹ ತಡೆಗಟ್ಟುವ ನಿಟ್ಟಿನಲ್ಲಿ ಕ್ರಮ ವಹಿಸಲು ಸೂಚಿಸಲಾಯಿತು. ಶಾಲೆಯಿಂದ ಹೊರಗುಳಿದ 61 ಮಕ್ಕಳ ಪೈಕಿ 53 ಮಕ್ಕಳನ್ನು ಮುಖ್ಯವಾಹಿನಿಗೆ ತರಲಾಗಿದೆ. ಉಳಿದ 8 ಮಕ್ಕಳಲ್ಲಿ 2 ಇಬ್ಬರು ಎಸ್.ಎಸ್. [630, 1971, 905, 2164]
sslc-mid-column: ಆಯೋಜಿಸುವ ಕ್ರಿಯಾ ಯೋಜನೆಯನ್ನು ಹಾಕಿಕೊಂಡಿದೆ. ಇದಲ್ಲದೆ ಶ್ರೀ ಎಸ್.ಎಸ್. ಕರೆಣ್ಣಾ ಫಲ ಆಧಾರಿತ ತರಬೇತಿಯನ್ನು ಇಂದಿನ ಕಾರ್ಯಾಗಾರದ ಉದ್ದೇಶ. ವ್ಯಕ್ತಿಗಳಾಗಿ ಡಿ.ಬಿ. ತಳವಾರ ನಿವೃತ್ತ ಕನ್ನಡ ಅಧ್ಯಾಪಕರು ಕಲಿಕೆಯಲ್ಲಿ ಮುಂದುವರಿಯಲು ಮಾರ್ಗದರ್ಶನ ನೀಡಿದರು. ಕಾರ್ಯಾಗಾರವನ್ನು ಮುಖ್ಯಶಿಕ್ಷಕಿ ಉದ್ಘಾಟಿಸಿದರು. [609, 1016, 790, 1137]
headline-missing-woman: ಮಹಿಳೆ ಕಾಣೆ [1155, 894, 1500, 927]
meeting-col1-footer: ವಿಶೇಷ ಪೊಲೀಸ್ ಠಾಣೆ ಸ್ಥಾಪನೆ : [137, 2358, 278, 2373]
newspaper-logo: ಪಾಂಡವ [675, 43, 755, 74]
khelo-india-story [410, 1269, 1150, 1543]
awareness-program-notice [1153, 1092, 1502, 1543]
